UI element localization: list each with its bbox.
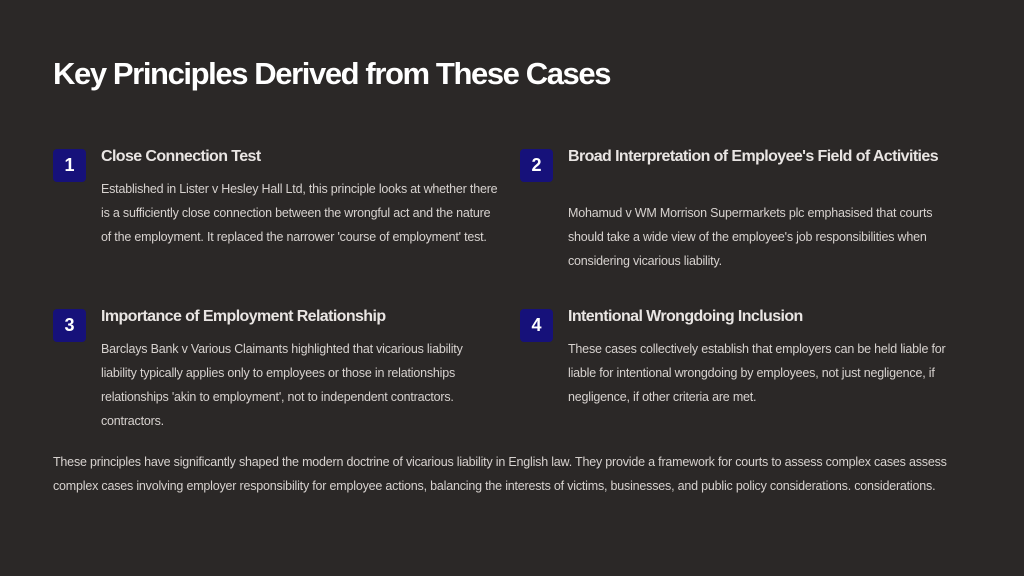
principle-heading: Broad Interpretation of Employee's Field of Activities <box>568 148 938 165</box>
principle-description: Barclays Bank v Various Claimants highlighted that vicarious liability liability typically applies only to employees or those in relationships relationships 'akin to employment', not to independent contractors. contractors. <box>101 342 463 428</box>
page-title: Key Principles Derived from These Cases <box>53 56 611 91</box>
principle-number-badge: 2 <box>520 149 553 182</box>
principle-heading: Close Connection Test <box>101 148 261 165</box>
principle-number-badge: 3 <box>53 309 86 342</box>
principle-number-badge: 1 <box>53 149 86 182</box>
principle-heading: Intentional Wrongdoing Inclusion <box>568 308 803 325</box>
principle-number-badge: 4 <box>520 309 553 342</box>
summary-paragraph: These principles have significantly shaped the modern doctrine of vicarious liability in English law. They provide a framework for courts to assess complex cases assess complex cases involving employer responsibility for employee actions, balancing the interests of victims, businesses, and public policy considerations. considerations. <box>53 455 947 493</box>
principle-description: Mohamud v WM Morrison Supermarkets plc emphasised that courts should take a wide view of the employee's job responsibilities when considering vicarious liability. <box>568 206 933 268</box>
principle-heading: Importance of Employment Relationship <box>101 308 386 325</box>
principle-description: Established in Lister v Hesley Hall Ltd, this principle looks at whether there is a sufficiently close connection between the wrongful act and the nature of the employment. It replaced the narrower 'course of employment' test. <box>101 182 498 244</box>
principle-description: These cases collectively establish that employers can be held liable for liable for intentional wrongdoing by employees, not just negligence, if negligence, if other criteria are met. <box>568 342 946 404</box>
